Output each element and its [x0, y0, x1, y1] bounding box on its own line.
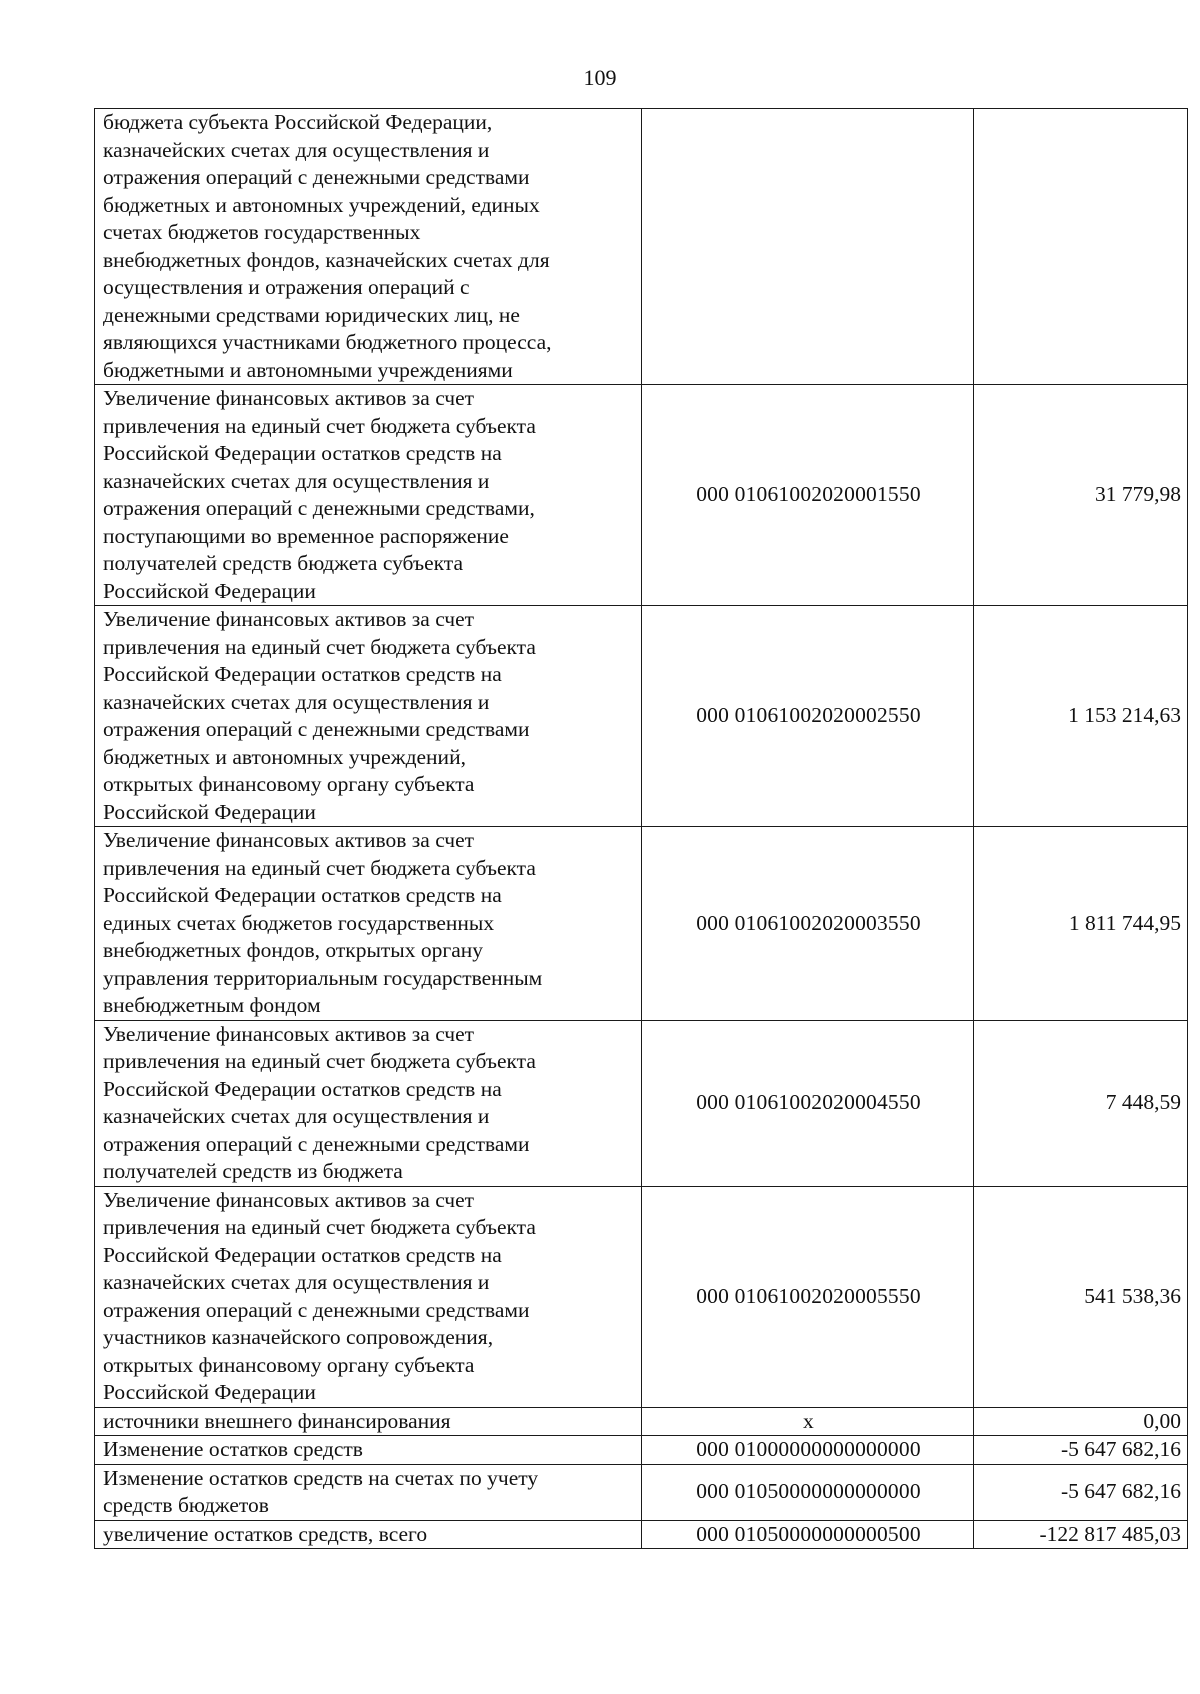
budget-sources-table [94, 108, 1188, 1549]
row-name-line: участников казначейского сопровождения, [103, 1325, 494, 1349]
row-name-line: открытых финансовому органу субъекта [103, 1352, 475, 1377]
row-sum-cell: 541 538,36 [974, 1186, 1188, 1407]
row-name-line: средств бюджетов [103, 1493, 269, 1517]
row-name-cell [95, 1020, 642, 1186]
row-name-line: Российской Федерации остатков средств на [103, 1076, 502, 1101]
row-name-line: Российской Федерации остатков средств на [103, 1242, 502, 1267]
row-name-line: осуществления и отражения операций с [103, 275, 470, 299]
row-name-line: являющихся участниками бюджетного процесса, [103, 330, 552, 354]
row-name-line: привлечения на единый счет бюджета субъекта [103, 634, 536, 659]
row-name-cell [95, 827, 642, 1021]
row-name-line: Российской Федерации [103, 799, 316, 824]
row-code-cell: 000 01061002020004550 [642, 1020, 974, 1186]
row-name-line: привлечения на единый счет бюджета субъекта [103, 1049, 536, 1073]
row-sum-cell [974, 109, 1188, 385]
row-name-line: получателей средств бюджета субъекта [103, 551, 463, 575]
table-body [95, 109, 1188, 1549]
row-name-line: бюджетных и автономных учреждений, [103, 744, 466, 769]
page-number: 109 [583, 65, 617, 90]
row-name-line: отражения операций с денежными средствами [103, 717, 530, 741]
row-sum-cell: 31 779,98 [974, 385, 1188, 606]
row-name-line: казначейских счетах для осуществления и [103, 1104, 490, 1128]
row-code-cell: 000 01061002020002550 [642, 606, 974, 827]
row-sum-cell: -5 647 682,16 [974, 1436, 1188, 1465]
row-code-cell: 000 01050000000000000 [642, 1464, 974, 1520]
row-name-line: внебюджетных фондов, казначейских счетах для [103, 247, 550, 272]
row-name-line: счетах бюджетов государственных [103, 220, 421, 244]
row-name-cell [95, 1520, 642, 1549]
row-name-line: единых счетах бюджетов государственных [103, 910, 495, 935]
row-code-cell: 000 01061002020001550 [642, 385, 974, 606]
row-name-line: бюджетных и автономных учреждений, единых [103, 192, 540, 217]
row-name-line: казначейских счетах для осуществления и [103, 468, 490, 493]
row-name-line: отражения операций с денежными средствами [103, 1131, 530, 1156]
row-name-line: отражения операций с денежными средствами [103, 165, 530, 189]
row-name-line: поступающими во временное распоряжение [103, 523, 509, 548]
row-sum-cell: 7 448,59 [974, 1020, 1188, 1186]
table-row [95, 1520, 1188, 1549]
row-name-line: отражения операций с денежными средствами, [103, 496, 535, 520]
row-name-cell [95, 1186, 642, 1407]
row-code-cell: 000 01061002020005550 [642, 1186, 974, 1407]
row-name-line: привлечения на единый счет бюджета субъекта [103, 413, 536, 438]
row-name-line: Увеличение финансовых активов за счет [103, 828, 475, 852]
row-sum-cell: -122 817 485,03 [974, 1520, 1188, 1549]
table-row [95, 606, 1188, 827]
row-name-line: увеличение остатков средств, всего [103, 1521, 428, 1546]
row-name-line: казначейских счетах для осуществления и [103, 137, 490, 162]
table-row [95, 1407, 1188, 1436]
row-name-line: бюджета субъекта Российской Федерации, [103, 110, 493, 134]
table-row [95, 827, 1188, 1021]
row-name-line: управления территориальным государственным [103, 965, 543, 990]
row-name-line: внебюджетных фондов, открытых органу [103, 938, 483, 962]
row-name-line: денежными средствами юридических лиц, не [103, 302, 520, 327]
row-name-line: привлечения на единый счет бюджета субъекта [103, 855, 536, 880]
row-name-line: Российской Федерации остатков средств на [103, 441, 502, 465]
row-name-line: Российской Федерации остатков средств на [103, 662, 502, 686]
row-code-cell [642, 109, 974, 385]
row-name-line: Увеличение финансовых активов за счет [103, 1187, 475, 1212]
table-row [95, 1186, 1188, 1407]
row-name-cell [95, 1464, 642, 1520]
row-name-cell [95, 1436, 642, 1465]
table-row [95, 109, 1188, 385]
row-code-cell: 000 01050000000000500 [642, 1520, 974, 1549]
row-name-line: бюджетными и автономными учреждениями [103, 357, 513, 382]
row-code-cell: 000 01000000000000000 [642, 1436, 974, 1465]
row-name-line: получателей средств из бюджета [103, 1159, 403, 1183]
row-name-line: Изменение остатков средств на счетах по учету [103, 1465, 539, 1490]
row-name-line: привлечения на единый счет бюджета субъекта [103, 1215, 536, 1239]
table-row [95, 1464, 1188, 1520]
table-row [95, 1020, 1188, 1186]
row-sum-cell: -5 647 682,16 [974, 1464, 1188, 1520]
row-name-line: отражения операций с денежными средствами [103, 1297, 530, 1322]
row-sum-cell: 1 153 214,63 [974, 606, 1188, 827]
row-name-line: Изменение остатков средств [103, 1437, 363, 1461]
row-name-line: казначейских счетах для осуществления и [103, 689, 490, 714]
row-name-cell [95, 109, 642, 385]
row-name-cell [95, 1407, 642, 1436]
row-code-cell: x [642, 1407, 974, 1436]
row-name-line: Увеличение финансовых активов за счет [103, 607, 475, 631]
row-sum-cell: 1 811 744,95 [974, 827, 1188, 1021]
row-name-line: Увеличение финансовых активов за счет [103, 386, 475, 410]
row-name-line: открытых финансовому органу субъекта [103, 772, 475, 796]
row-name-cell [95, 385, 642, 606]
row-name-line: Российской Федерации [103, 1380, 316, 1404]
row-sum-cell: 0,00 [974, 1407, 1188, 1436]
table-row [95, 1436, 1188, 1465]
row-name-line: внебюджетным фондом [103, 993, 321, 1017]
row-name-line: Российской Федерации остатков средств на [103, 883, 502, 907]
row-name-line: источники внешнего финансирования [103, 1408, 451, 1433]
row-name-cell [95, 606, 642, 827]
row-name-line: казначейских счетах для осуществления и [103, 1270, 490, 1294]
row-code-cell: 000 01061002020003550 [642, 827, 974, 1021]
row-name-line: Российской Федерации [103, 578, 316, 603]
table-row [95, 385, 1188, 606]
row-name-line: Увеличение финансовых активов за счет [103, 1021, 475, 1046]
